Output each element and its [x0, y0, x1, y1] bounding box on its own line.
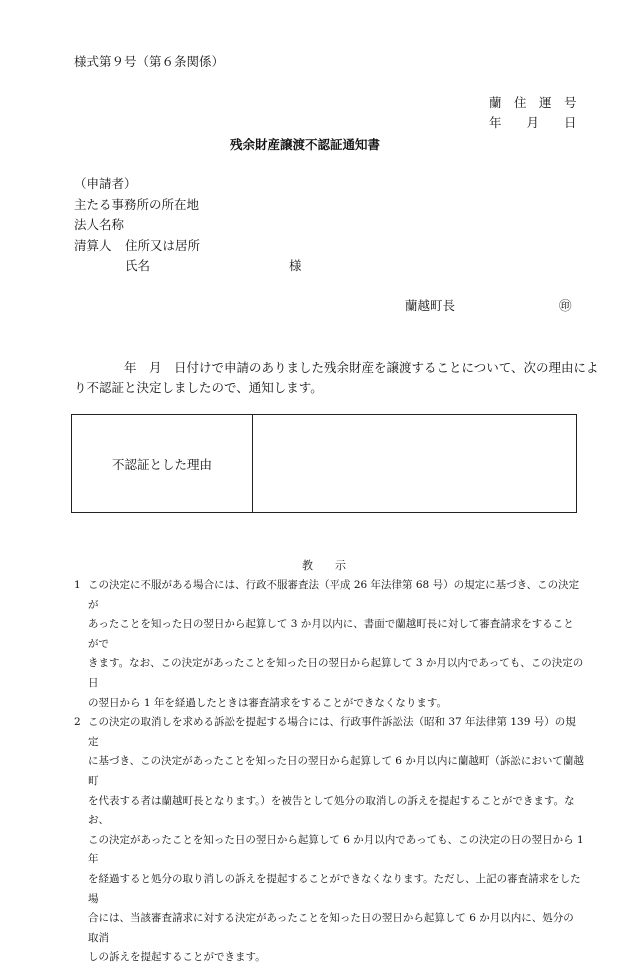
reason-label-cell	[72, 415, 253, 512]
note-number: 2	[74, 716, 81, 729]
note-line: あったことを知った日の翌日から起算して 3 か月以内に、書面で蘭越町長に対して審査請求をすることがで	[88, 618, 574, 650]
liquidator-label: 清算人	[74, 238, 112, 253]
seal-mark: ㊞	[559, 298, 572, 313]
note-line: この決定の取消しを求める訴訟を提起する場合には、行政事件訴訟法（昭和 37 年法律第 139 号）の規定	[88, 716, 576, 748]
applicant-heading: （申請者）	[74, 176, 137, 191]
office-address-label: 主たる事務所の所在地	[74, 197, 200, 212]
body-text-line-1: 年 月 日付けで申請のありました残余財産を譲渡することについて、次の理由によ	[124, 360, 599, 375]
instruction-note-1	[74, 576, 584, 713]
note-line: しの訴えを提起することができます。	[88, 951, 266, 964]
note-line: を代表する者は蘭越町長となります。）を被告として処分の取消しの訴えを提起することができます。なお、	[88, 794, 575, 827]
note-line: の翌日から 1 年を経過したときは審査請求をすることができなくなります。	[88, 696, 448, 709]
reason-label: 不認証とした理由	[111, 456, 212, 472]
body-text-line-2: り不認証と決定しましたので、通知します。	[74, 380, 323, 395]
reason-value-cell	[253, 415, 576, 512]
note-line: この決定があったことを知った日の翌日から起算して 6 か月以内であっても、この決定の日の翌日から 1 年	[88, 833, 584, 866]
note-line: きます。なお、この決定があったことを知った日の翌日から起算して 3 か月以内であっても、この決定の日	[88, 657, 584, 689]
issue-date: 年 月 日	[489, 115, 577, 130]
note-number: 1	[74, 579, 81, 591]
liquidator-address-label: 住所又は居所	[125, 238, 201, 253]
issuer-title: 蘭越町長	[405, 298, 456, 313]
document-title: 残余財産譲渡不認証通知書	[230, 137, 381, 152]
reason-table	[71, 414, 577, 513]
instruction-notes	[74, 576, 584, 968]
instruction-heading: 教 示	[302, 559, 346, 572]
liquidator-name-label: 氏名	[125, 258, 151, 273]
honorific-label: 様	[289, 258, 302, 273]
form-number-label: 様式第９号（第６条関係）	[74, 54, 225, 69]
note-line: に基づき、この決定があったことを知った日の翌日から起算して 6 か月以内に蘭越町（訴訟において蘭越町	[88, 755, 584, 787]
reference-number: 蘭 住 運 号	[489, 95, 577, 110]
corporation-name-label: 法人名称	[74, 217, 125, 232]
note-line: この決定に不服がある場合には、行政不服審査法（平成 26 年法律第 68 号）の規定に基づき、この決定が	[88, 579, 580, 611]
note-line: を経過すると処分の取り消しの訴えを提起することができなくなります。ただし、上記の審査請求をした場	[88, 872, 581, 905]
instruction-note-2	[74, 713, 584, 968]
note-line: 合には、当該審査請求に対する決定があったことを知った日の翌日から起算して 6 か月以内に、処分の取消	[88, 912, 574, 944]
